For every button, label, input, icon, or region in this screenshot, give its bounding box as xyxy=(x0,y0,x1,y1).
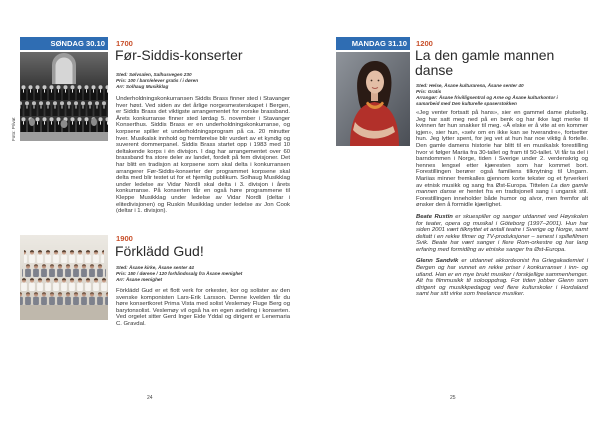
event-time: 1700 xyxy=(116,39,133,48)
description-title-mention: La den gamle mannen danse xyxy=(416,182,588,196)
right-page xyxy=(300,0,600,425)
performer-bio-text: er utdannet akkordeonist fra Griegakademiet i Bergen og har vunnet en rekke priser i konkurranser i inn- og utland. Han er en mye brukt musiker i forskjellige sammenhenger. Alt fra filmmusikk til solooppdrag. For tiden jobber Glenn som dirigent og musikkpedagog ved flere kulturskoler i Hordaland samt har sitt virke som freelance musiker. xyxy=(416,258,589,298)
event-info xyxy=(116,72,288,90)
eye xyxy=(371,80,373,82)
event-price: Pris: 150 / dørene / 120 forhåndssalg fra Åsane menighet xyxy=(116,270,243,276)
page-number: 24 xyxy=(147,395,153,401)
event-time: 1900 xyxy=(116,234,133,243)
performer-bio xyxy=(416,214,588,254)
event-description xyxy=(416,110,588,298)
performer-photo xyxy=(336,52,410,146)
performer-bio-text: er skuespiller og sanger utdannet ved Høyskolen for teater, opera og musikal i Göteborg (1997–2001). Hun har siden 2001 vært tilknyttet et antall teatre i Sverige og Norge, samt deltatt i en rekke filmer og TV-produksjoner – senest i spillefilmen Svik. Beate har vært sanger i flere Rom-orkestre og har lang erfaring med formidling av etniske sanger fra Øst-Europa. xyxy=(416,213,588,253)
event-venue: Sted: Sølvsalen, Salhusvegen 230 xyxy=(116,72,192,77)
event-description xyxy=(116,288,290,328)
choir-row xyxy=(24,249,104,263)
performer-name: Glenn Sandvik xyxy=(416,258,459,265)
photo-credit: Foto: Privat xyxy=(11,117,16,141)
event-organizer: Arrangør: Åsane frivilligsentral og Arne og Åsane kulturkontor i samarbeid med Den kulturelle spaserstokken xyxy=(416,94,558,106)
choir-row xyxy=(20,277,108,291)
band-row xyxy=(20,100,108,116)
choir-row xyxy=(22,263,106,277)
event-title: La den gamle mannen danse xyxy=(415,47,555,78)
church-window-light xyxy=(56,58,73,85)
floor xyxy=(20,132,108,141)
instrument xyxy=(61,120,68,128)
day-header: MANDAG 31.10 xyxy=(336,37,410,50)
face xyxy=(366,71,384,94)
description-paragraph: Underholdningskonkurransen Siddis Brass finner sted i Stavanger hver høst. Ved siden av det årlige norgesmesterskapet i Bergen, er Siddis Brass det viktigste arrangementet for norske brassband. Årets konkurranse finner sted lørdag 5. november i Stavanger Konserthus. Siddis Brass er en underholdningskonkurranse, og korpsene spiller et underholdningsprogram på ca. 20 minutter hver. Musikalsk innhold og fremførelse blir vurdert av et kyndig og suverent dommerpanel. Siddis Brass startet opp i 1983 med 10 deltakende korps i én divisjon. I dag har arrangementet over 60 brassband fra store deler av landet, fordelt på fem divisjoner. Det har blitt en tradisjon at korpsene som skal delta i konkurransen arrangerer Før-Siddis-konserter der programmet korpsene skal delta med blir testet ut for et hjemlig publikum. Solhaug Musikklag under ledelse av Vidar Nordli skal delta i 3. divisjon i årets konkurranse. På konserten får en også høre programmene til Kleppe Musikklag under ledelse av Vidar Nordli (deltar i elitedivisjonen) og Ruskin Musikklag under ledelse av Jon Cook (deltar i 1. divisjon). xyxy=(116,96,290,215)
event-title: Før-Siddis-konserter xyxy=(115,47,243,63)
description-paragraph xyxy=(416,110,588,209)
day-header: SØNDAG 30.10 xyxy=(20,37,108,50)
choir-photo xyxy=(20,235,108,320)
event-venue: Sted: Helse, Åsane kulturarena, Åsane senter 40 xyxy=(416,83,524,88)
performer-bio xyxy=(416,258,588,298)
choir-row xyxy=(20,291,108,305)
description-paragraph: Förklädd Gud er et flott verk for orkester, kor og solister av den svenske komponisten Lars-Erik Larsson. Denne kvelden får du høre konsertkoret Prima Vista med solist Veslemøy Fluge Berg og barytonsolist. Veslemøy vil også ha en egen avdeling i konserten. Ved orgelet sitter Gerd Inger Eide Yddal og dirigent er Lenemaria C. Gravdal. xyxy=(116,288,290,327)
description-text: «Jeg venter fortsatt på hans», sier en gammel dame plutselig. Jeg har satt meg ned på en benk og har ikke lagt merke til kvinnen før hun snakker til meg. «Å elske er å vite at en kommer igjen», sier hun, «selv om en ikke kan se hverandre», fortsetter hun. Jeg lytter spent, for jeg vet at hun har noe viktig å fortelle. Den gamle damens historie har blitt til en musikalsk forestilling hvor vi følger Mariia fra 30-tallet og fram til 50-tallet. Vi får ta del i barndommen i Norge, tiden i Sverige under 2. verdenskrig og hennes lengsel etter kjæresten som har kommet bort. Forestillingen berører også familiens tilknytning til Ungarn. Mariias minner fremkalles gjennom korte tekster og et fyrverkeri av etnisk musikk og sang fra Øst-Europa. Tittelen xyxy=(416,110,588,189)
description-text: er hentet fra en tradisjonell sang i ungarsk stil. Forestillingen inneholder både humor og alvor, men fremfor alt ønsker den å formidle kjærlighet. xyxy=(416,189,588,209)
event-title: Förklädd Gud! xyxy=(115,243,204,259)
brass-band-image xyxy=(20,52,108,141)
event-info xyxy=(116,265,288,283)
brass-band-photo xyxy=(20,52,108,141)
event-venue: Sted: Åsane kirke, Åsane senter 44 xyxy=(116,265,194,270)
event-organizer: Arr: Åsane menighet xyxy=(116,276,163,282)
eye xyxy=(378,80,380,82)
instrument xyxy=(91,118,97,126)
event-info xyxy=(416,83,576,107)
choir-image xyxy=(20,235,108,320)
event-time: 1200 xyxy=(416,39,433,48)
band-row xyxy=(20,84,108,100)
event-organizer: Arr: Solhaug Musikklag xyxy=(116,83,169,89)
instrument xyxy=(29,118,35,126)
floor xyxy=(20,305,108,320)
performer-image xyxy=(336,52,410,146)
event-price: Pris: 100 / barn/elever gratis / i døren xyxy=(116,77,199,83)
page-number: 25 xyxy=(450,395,456,401)
event-description xyxy=(116,96,290,215)
event-price: Pris: Gratis xyxy=(416,88,442,94)
performer-name: Beate Rustin xyxy=(416,213,453,220)
